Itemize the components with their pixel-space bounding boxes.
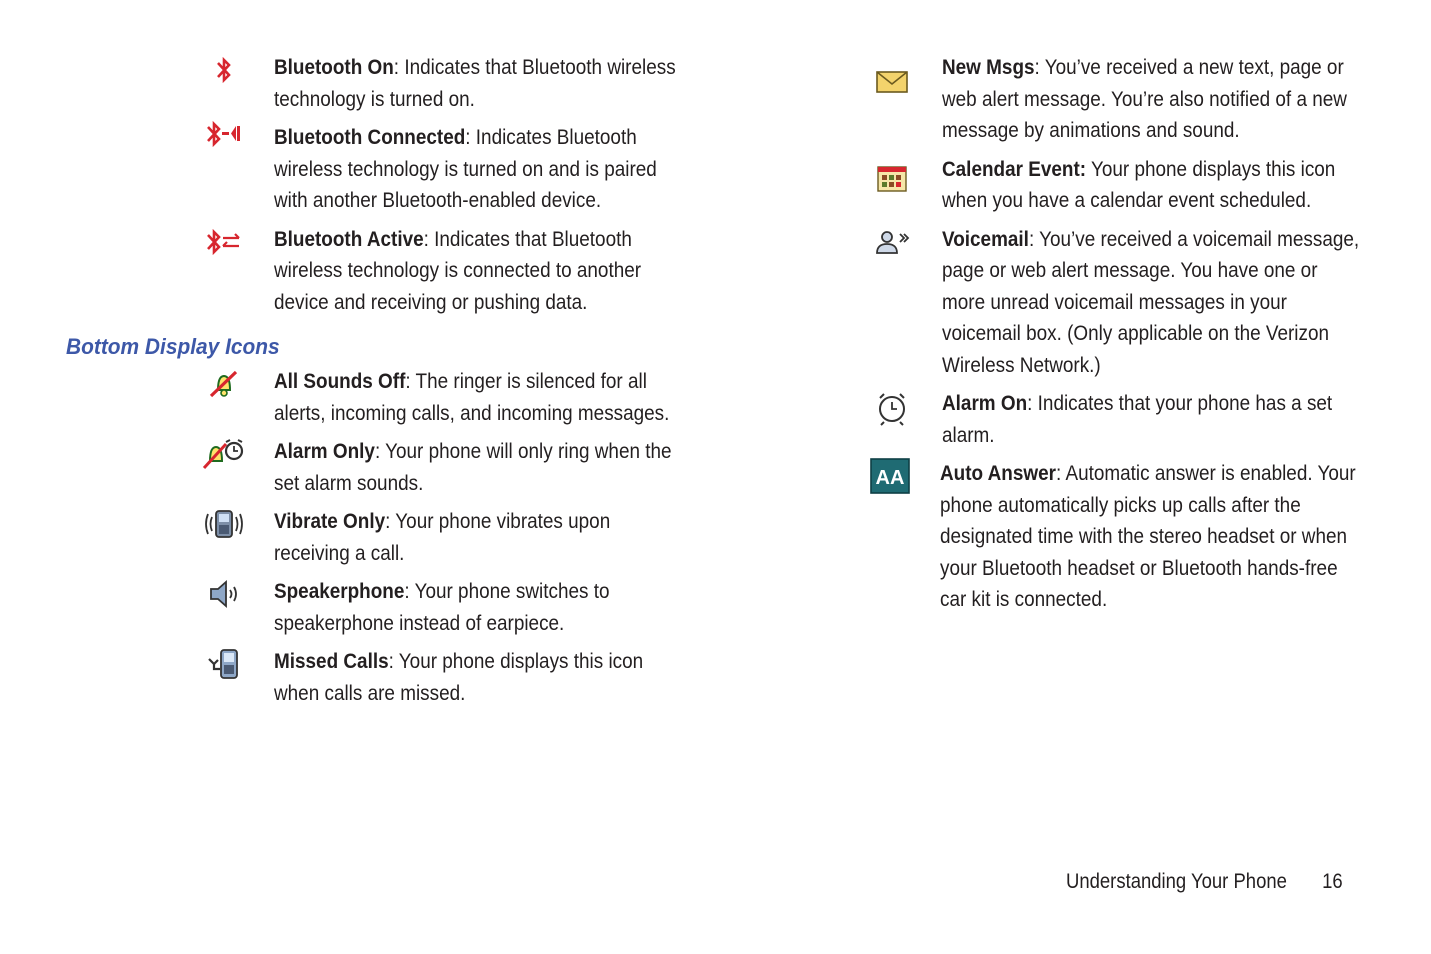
icon-entry-all-sounds-off bbox=[0, 366, 700, 429]
icon-entry-alarm-only bbox=[0, 436, 700, 499]
entry-term: Missed Calls bbox=[274, 649, 389, 673]
voicemail-icon bbox=[870, 224, 914, 260]
entry-term: New Msgs bbox=[942, 55, 1035, 79]
left-column bbox=[0, 52, 700, 709]
missed-calls-icon bbox=[202, 646, 246, 682]
alarm-clock-icon bbox=[870, 390, 914, 426]
entry-description: Your phone displays this icon when you have a calendar event scheduled. bbox=[942, 156, 1336, 212]
entry-description: : Your phone displays this icon when calls are missed. bbox=[274, 649, 644, 705]
entry-term: Speakerphone bbox=[274, 579, 405, 603]
svg-text:AA: AA bbox=[875, 467, 905, 489]
entry-term: Vibrate Only bbox=[274, 509, 386, 533]
entry-description: : You’ve received a new text, page or web alert message. You’re also notified of a new message by animations and sound. bbox=[942, 55, 1347, 142]
entry-term: Alarm On bbox=[942, 391, 1028, 415]
icon-entry-calendar-event bbox=[860, 154, 1360, 217]
page-number: 16 bbox=[1322, 870, 1343, 893]
entry-description: : The ringer is silenced for all alerts, incoming calls, and incoming messages. bbox=[274, 369, 670, 425]
entry-term: All Sounds Off bbox=[274, 369, 406, 393]
icon-entry-new-msgs bbox=[860, 52, 1360, 147]
entry-description: : Your phone vibrates upon receiving a call. bbox=[274, 509, 611, 565]
all-sounds-off-icon bbox=[202, 366, 246, 402]
bluetooth-connected-icon bbox=[202, 116, 246, 152]
calendar-icon bbox=[870, 160, 914, 196]
entry-description: : Indicates that your phone has a set alarm. bbox=[942, 391, 1333, 447]
entry-description: : Indicates Bluetooth wireless technology is turned on and is paired with another Bluetooth-enabled device. bbox=[274, 125, 657, 212]
entry-term: Calendar Event: bbox=[942, 156, 1087, 181]
entry-term: Alarm Only bbox=[274, 439, 375, 463]
page-footer bbox=[1066, 868, 1343, 896]
envelope-icon bbox=[870, 64, 914, 100]
icon-entry-auto-answer bbox=[860, 458, 1360, 616]
auto-answer-icon bbox=[868, 458, 912, 494]
entry-description: : You’ve received a voicemail message, page or web alert message. You have one or more unread voicemail messages in your voicemail box. (Only applicable on the Verizon Wireless Network.) bbox=[942, 226, 1360, 377]
entry-term: Bluetooth On bbox=[274, 55, 394, 79]
entry-description: : Automatic answer is enabled. Your phone automatically picks up calls after the designated time with the stereo headset or when your Bluetooth headset or Bluetooth hands-free car kit is connected. bbox=[940, 461, 1356, 611]
entry-term: Voicemail bbox=[942, 226, 1029, 251]
bluetooth-on-icon bbox=[202, 52, 246, 88]
icon-entry-bluetooth-on bbox=[0, 52, 700, 115]
vibrate-only-icon bbox=[202, 506, 246, 542]
bluetooth-active-icon bbox=[202, 224, 246, 260]
entry-description: : Your phone switches to speakerphone instead of earpiece. bbox=[274, 579, 610, 635]
entry-term: Bluetooth Connected bbox=[274, 125, 466, 149]
icon-entry-missed-calls bbox=[0, 646, 700, 709]
right-column bbox=[860, 52, 1360, 616]
icon-entry-vibrate-only bbox=[0, 506, 700, 569]
icon-entry-bluetooth-connected bbox=[0, 122, 700, 217]
icon-entry-bluetooth-active bbox=[0, 224, 700, 319]
entry-term: Bluetooth Active bbox=[274, 226, 424, 251]
alarm-only-icon bbox=[202, 436, 246, 472]
entry-description: : Your phone will only ring when the set alarm sounds. bbox=[274, 439, 672, 495]
section-heading: Bottom Display Icons bbox=[66, 334, 280, 359]
entry-term: Auto Answer bbox=[940, 461, 1056, 485]
icon-entry-speakerphone bbox=[0, 576, 700, 639]
footer-section-title: Understanding Your Phone bbox=[1066, 870, 1287, 893]
icon-entry-alarm-on bbox=[860, 388, 1360, 451]
speakerphone-icon bbox=[202, 576, 246, 612]
entry-description: : Indicates that Bluetooth wireless technology is turned on. bbox=[274, 55, 676, 111]
icon-entry-voicemail bbox=[860, 224, 1360, 382]
entry-description: : Indicates that Bluetooth wireless technology is connected to another device and receiving or pushing data. bbox=[274, 226, 642, 314]
